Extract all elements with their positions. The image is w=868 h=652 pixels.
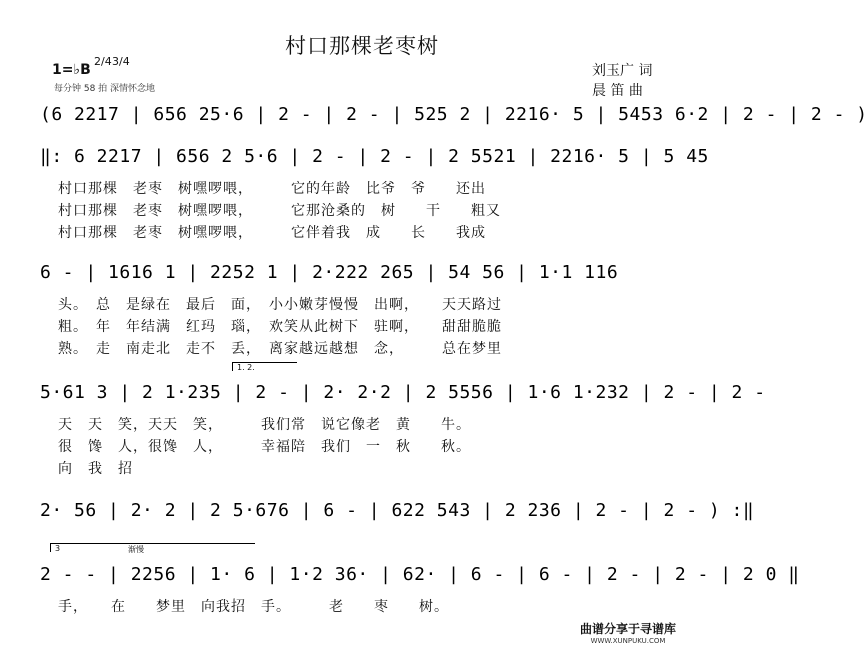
volta-bracket-1: 1. 2. bbox=[232, 362, 297, 371]
tempo-marking: 每分钟 58 拍 深情怀念地 bbox=[54, 84, 156, 94]
key-signature: 1=♭B bbox=[52, 62, 91, 78]
lyrics-row-6: 手， 在 梦里 向我招 手。 老 枣 树。 bbox=[58, 599, 449, 615]
score-row-5-notes: 2· 56 | 2· 2 | 2 5·676 | 6 - | 622 543 | 2 236 | 2 - | 2 - ) :‖ bbox=[40, 500, 755, 521]
score-row-2 bbox=[40, 146, 709, 176]
score-row-3-notes: 6 - | 1616 1 | 2252 1 | 2·222 265 | 54 56 | 1·1 116 bbox=[40, 262, 619, 283]
lyrics-row-2-verse-2: 村口那棵 老枣 树嘿啰喂， 它那沧桑的 树 干 粗又 bbox=[58, 203, 501, 219]
footer-site-name: 曲谱分享于寻谱库 bbox=[579, 622, 676, 636]
lyrics-row-3-verse-1: 头。 总 是绿在 最后 面， 小小嫩芽慢慢 出啊， 天天路过 bbox=[58, 297, 502, 313]
song-title: 村口那棵老枣树 bbox=[285, 34, 439, 58]
score-row-4-notes: 5·61 3 | 2 1·235 | 2 - | 2· 2·2 | 2 5556 | 1·6 1·232 | 2 - | 2 - bbox=[40, 382, 766, 403]
score-row-5 bbox=[40, 500, 755, 530]
volta-bracket-3: 3 bbox=[50, 543, 255, 552]
lyrics-row-4-verse-3: 向 我 招 bbox=[58, 461, 133, 477]
score-row-1-notes: (6 2217 | 656 25·6 | 2 - | 2 - | 525 2 | 2216· 5 | 5453 6·2 | 2 - | 2 - ) bbox=[40, 104, 868, 125]
footer-url: WWW.XUNPUKU.COM bbox=[590, 637, 666, 645]
time-signature-1-text: 2/4 bbox=[94, 55, 112, 68]
lyrics-row-3-verse-3: 熟。 走 南走北 走不 丢， 离家越远越想 念， 总在梦里 bbox=[58, 341, 502, 357]
time-signature-1 bbox=[94, 56, 112, 67]
lyricist-credit: 刘玉广 词 bbox=[592, 63, 653, 79]
lyrics-row-2-verse-3: 村口那棵 老枣 树嘿啰喂， 它伴着我 成 长 我成 bbox=[58, 225, 486, 241]
dynamics-marking: 渐慢 bbox=[128, 545, 144, 554]
lyrics-row-3-verse-2: 粗。 年 年结满 红玛 瑙， 欢笑从此树下 驻啊， 甜甜脆脆 bbox=[58, 319, 502, 335]
lyrics-row-4-verse-2: 很 馋 人，很馋 人， 幸福陪 我们 一 秋 秋。 bbox=[58, 439, 471, 455]
score-row-2-notes: ‖: 6 2217 | 656 2 5·6 | 2 - | 2 - | 2 5521 | 2216· 5 | 5 45 bbox=[40, 146, 709, 167]
score-row-4 bbox=[40, 382, 766, 412]
composer-credit: 晨 笛 曲 bbox=[592, 83, 643, 99]
score-row-1 bbox=[40, 104, 868, 134]
score-row-6 bbox=[40, 564, 800, 594]
lyrics-row-4-verse-1: 天 天 笑，天天 笑， 我们常 说它像老 黄 牛。 bbox=[58, 417, 471, 433]
time-signature-2-text: 3/4 bbox=[112, 55, 130, 68]
score-row-6-notes: 2 - - | 2256 | 1· 6 | 1·2 36· | 62· | 6 - | 6 - | 2 - | 2 - | 2 0 ‖ bbox=[40, 564, 800, 585]
score-row-3 bbox=[40, 262, 690, 292]
lyrics-row-2-verse-1: 村口那棵 老枣 树嘿啰喂， 它的年龄 比爷 爷 还出 bbox=[58, 181, 486, 197]
time-signature-2 bbox=[112, 56, 130, 67]
